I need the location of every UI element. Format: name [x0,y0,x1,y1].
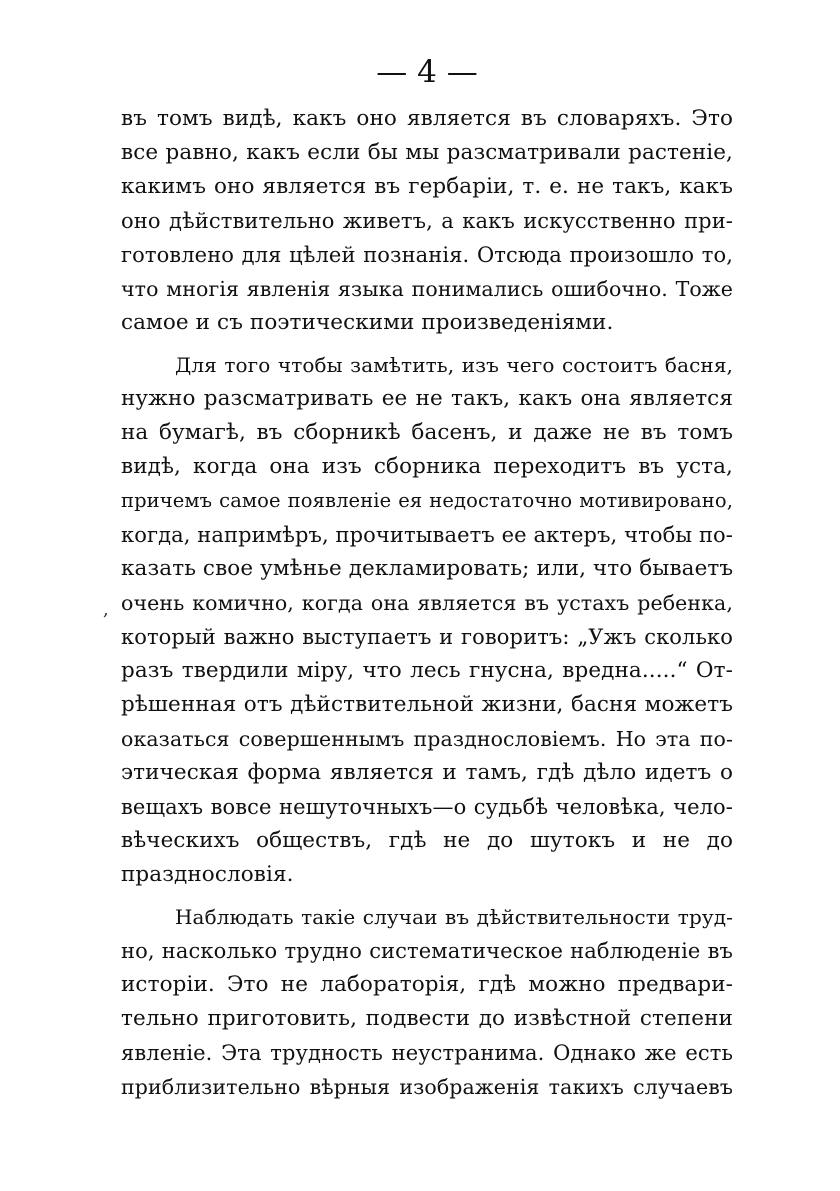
page-number: — 4 — [376,54,478,90]
text-line: что многія явленія языка понимались ошибочно. Тоже [121,277,733,301]
text-line: разъ твердили міру, что лесь гнусна, вредна.....“ От- [121,658,733,683]
text-line: видѣ, когда она изъ сборника переходитъ въ уста, [121,454,733,479]
text-line: явленіе. Эта трудность неустранима. Однако же есть [121,1041,733,1065]
text-line: когда, напримѣръ, прочитываетъ ее актеръ, чтобы по- [121,523,733,547]
text-line: вѣческихъ обществъ, гдѣ не до шутокъ и не до [121,828,733,853]
text-line: нужно разсматривать ее не такъ, какъ она является [121,386,733,411]
text-line: на бумагѣ, въ сборникѣ басенъ, и даже не въ томъ [121,420,733,445]
text-line: но, насколько трудно систематическое наблюденіе въ [121,939,733,963]
text-line: причемъ самое появленіе ея недостаточно мотивировано, [121,489,733,512]
text-line: очень комично, когда она является въ устахъ ребенка, [121,591,733,615]
text-line: оно дѣйствительно живетъ, а какъ искусственно при- [121,209,733,233]
text-line: казать свое умѣнье декламировать; или, что бываетъ [121,556,734,581]
text-line: самое и съ поэтическими произведеніями. [121,310,614,335]
text-line: этическая форма является и тамъ, гдѣ дѣло идетъ о [121,760,733,785]
text-line: тельно приготовить, подвести до извѣстной степени [121,1006,733,1031]
text-line: готовлено для цѣлей познанія. Отсюда произошло то, [121,243,733,267]
margin-mark: , [103,599,109,620]
text-line: который важно выступаетъ и говоритъ: „Ужъ сколько [121,625,733,649]
text-line: рѣшенная отъ дѣйствительной жизни, басня можетъ [121,692,733,717]
text-line: исторіи. Это не лабораторія, гдѣ можно предвари- [121,972,733,997]
text-line: въ томъ видѣ, какъ оно является въ словаряхъ. Это [121,106,733,131]
text-line: празднословія. [121,862,294,887]
text-line: вещахъ вовсе нешуточныхъ—о судьбѣ человѣка, чело- [121,795,733,819]
text-line: приблизительно вѣрныя изображенія такихъ случаевъ [121,1075,733,1099]
text-line: Наблюдать такіе случаи въ дѣйствительности труд- [175,905,733,929]
text-line: все равно, какъ если бы мы разсматривали растеніе, [121,140,733,165]
text-line: какимъ оно является въ гербаріи, т. е. не такъ, какъ [121,174,733,199]
text-line: оказаться совершеннымъ празднословіемъ. Но эта по- [121,727,733,751]
text-line: Для того чтобы замѣтить, изъ чего состоитъ басня, [175,353,733,377]
